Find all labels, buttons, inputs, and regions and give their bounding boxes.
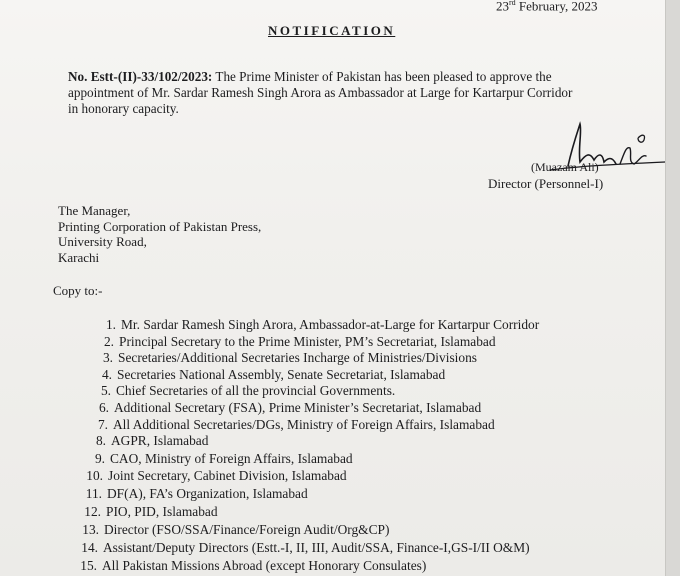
address-line: Printing Corporation of Pakistan Press, [58,218,262,234]
list-item: 1. Mr. Sardar Ramesh Singh Arora, Ambassador-at-Large for Kartarpur Corridor [105,317,540,332]
notification-heading: NOTIFICATION [268,23,396,38]
address-line: Karachi [58,249,100,265]
list-item: 2. Principal Secretary to the Prime Minister, PM’s Secretariat, Islamabad [103,334,496,349]
list-item: 12. PIO, PID, Islamabad [84,504,218,519]
signatory-designation: Director (Personnel-I) [488,176,604,191]
addressee-block [58,203,318,265]
address-line: The Manager, [58,203,131,218]
list-item: 11. DF(A), FA’s Organization, Islamabad [85,486,308,501]
list-item: 14. Assistant/Deputy Directors (Estt.-I, II, III, Audit/SSA, Finance-I,GS-I/II O&M) [81,540,530,555]
list-item: 7. All Additional Secretaries/DGs, Ministry of Foreign Affairs, Islamabad [97,417,495,432]
list-item: 5. Chief Secretaries of all the provincial Governments. [100,383,396,398]
copy-to-label: Copy to:- [53,283,103,298]
list-item: 8. AGPR, Islamabad [95,433,209,448]
notification-date: 23rd February, 2023 [496,0,598,14]
page-edge [665,0,680,576]
list-item: 15. All Pakistan Missions Abroad (except Honorary Consulates) [80,558,427,573]
list-item: 13. Director (FSO/SSA/Finance/Foreign Audit/Org&CP) [82,522,390,537]
list-item: 9. CAO, Ministry of Foreign Affairs, Islamabad [94,451,353,466]
list-item: 10. Joint Secretary, Cabinet Division, Islamabad [86,468,347,483]
notification-body: No. Estt-(II)-33/102/2023: The Prime Minister of Pakistan has been pleased to approve the appointment of Mr. Sardar Ramesh Singh Arora as Ambassador at Large for Kartarpur Corridor in honorary capacity. [68,69,573,116]
list-item: 6. Additional Secretary (FSA), Prime Minister’s Secretariat, Islamabad [98,400,482,415]
reference-number: No. Estt-(II)-33/102/2023: [68,69,213,84]
list-item: 4. Secretaries National Assembly, Senate Secretariat, Islamabad [101,367,446,382]
list-item: 3. Secretaries/Additional Secretaries Incharge of Ministries/Divisions [102,350,477,365]
signatory-name: (Muazam Ali) [531,160,599,174]
address-line: University Road, [58,234,147,249]
